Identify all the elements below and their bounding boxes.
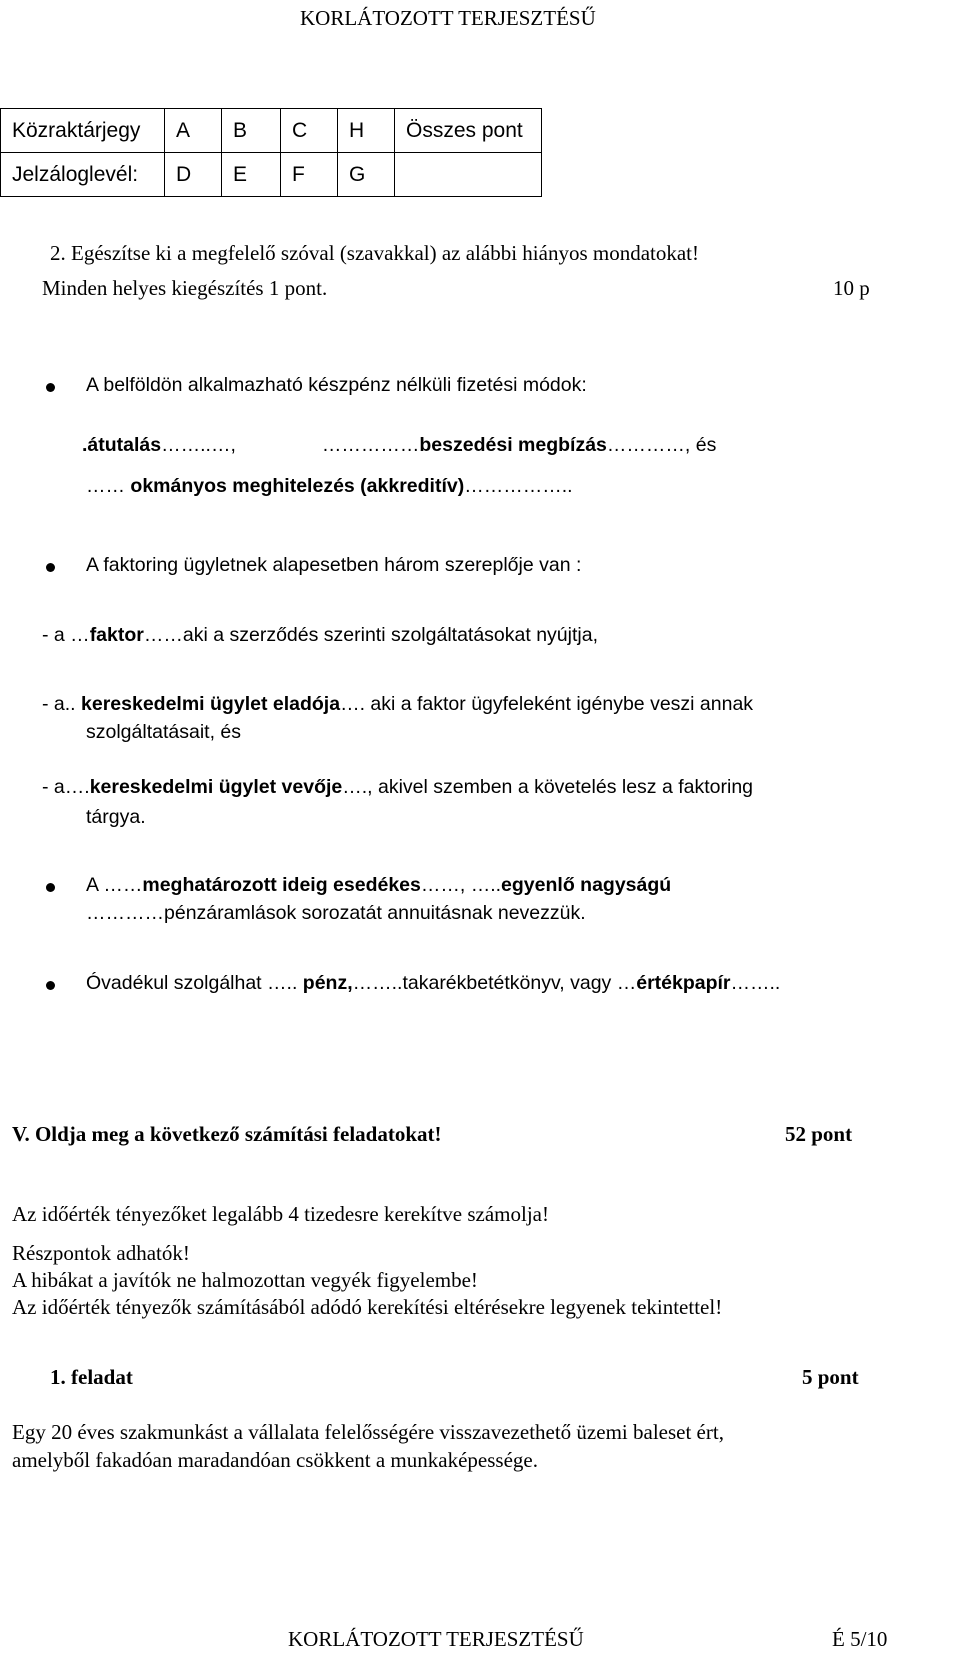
instruction-line: A hibákat a javítók ne halmozottan vegyék figyelembe! bbox=[12, 1268, 478, 1292]
section-points: 52 pont bbox=[785, 1122, 853, 1146]
dash-item: - a….kereskedelmi ügylet vevője…., akivel szemben a követelés lesz a faktoring bbox=[42, 776, 754, 798]
task1-points: 5 pont bbox=[802, 1365, 859, 1389]
table-row bbox=[1, 109, 542, 153]
task1-title: 1. feladat bbox=[50, 1365, 133, 1389]
header-classification: KORLÁTOZOTT TERJESZTÉSŰ bbox=[300, 6, 596, 30]
task2-note: Minden helyes kiegészítés 1 pont. bbox=[42, 276, 328, 300]
bullet-text: Óvadékul szolgálhat ….. pénz,……..takarékbetétkönyv, vagy …értékpapír…….. bbox=[86, 972, 781, 994]
dash-item: - a …faktor……aki a szerződés szerinti szolgáltatásokat nyújtja, bbox=[42, 624, 598, 646]
dash-item: - a.. kereskedelmi ügylet eladója…. aki a faktor ügyfeleként igénybe veszi annak bbox=[42, 693, 754, 715]
table-cell: F bbox=[281, 153, 338, 197]
table-cell bbox=[395, 153, 542, 197]
answer-line: …… okmányos meghitelezés (akkreditív)…………….. bbox=[86, 475, 573, 497]
table-cell: A bbox=[165, 109, 222, 153]
answer-line: .átutalás……..…, ……………beszedési megbízás…………, és bbox=[82, 434, 717, 456]
bullet-text: A ……meghatározott ideig esedékes……, …..egyenlő nagyságú bbox=[86, 874, 672, 896]
table-cell: E bbox=[222, 153, 281, 197]
table-cell: C bbox=[281, 109, 338, 153]
bullet-text: A faktoring ügyletnek alapesetben három szereplője van : bbox=[86, 554, 582, 576]
instruction-line: Az időérték tényezők számításából adódó kerekítési eltérésekre legyenek tekintettel! bbox=[12, 1295, 723, 1319]
table-row bbox=[1, 153, 542, 197]
task1-text: amelyből fakadóan maradandóan csökkent a munkaképessége. bbox=[12, 1448, 538, 1472]
section-title: V. Oldja meg a következő számítási feladatokat! bbox=[12, 1122, 442, 1146]
table-cell: Jelzáloglevél: bbox=[1, 153, 165, 197]
bullet-text: A belföldön alkalmazható készpénz nélküli fizetési módok: bbox=[86, 374, 587, 396]
bullet-icon bbox=[46, 563, 55, 572]
table-cell: D bbox=[165, 153, 222, 197]
table-cell: Közraktárjegy bbox=[1, 109, 165, 153]
table-cell: Összes pont bbox=[395, 109, 542, 153]
task2-title: 2. Egészítse ki a megfelelő szóval (szavakkal) az alábbi hiányos mondatokat! bbox=[50, 241, 700, 265]
instruction-line: Az időérték tényezőket legalább 4 tizedesre kerekítve számolja! bbox=[12, 1202, 549, 1226]
bullet-icon bbox=[46, 883, 55, 892]
instruction-line: Részpontok adhatók! bbox=[12, 1241, 190, 1265]
table-cell: G bbox=[338, 153, 395, 197]
page-number: É 5/10 bbox=[832, 1627, 888, 1651]
table-cell: B bbox=[222, 109, 281, 153]
bullet-icon bbox=[46, 383, 55, 392]
task2-points: 10 p bbox=[833, 276, 870, 300]
bullet-text-continuation: …………pénzáramlások sorozatát annuitásnak nevezzük. bbox=[86, 902, 586, 924]
bullet-icon bbox=[46, 981, 55, 990]
dash-item-continuation: tárgya. bbox=[86, 806, 146, 828]
footer-classification: KORLÁTOZOTT TERJESZTÉSŰ bbox=[288, 1627, 584, 1651]
task1-text: Egy 20 éves szakmunkást a vállalata felelősségére visszavezethető üzemi baleset ért, bbox=[12, 1420, 724, 1444]
table-cell: H bbox=[338, 109, 395, 153]
answer-table bbox=[0, 108, 542, 197]
dash-item-continuation: szolgáltatásait, és bbox=[86, 721, 242, 743]
